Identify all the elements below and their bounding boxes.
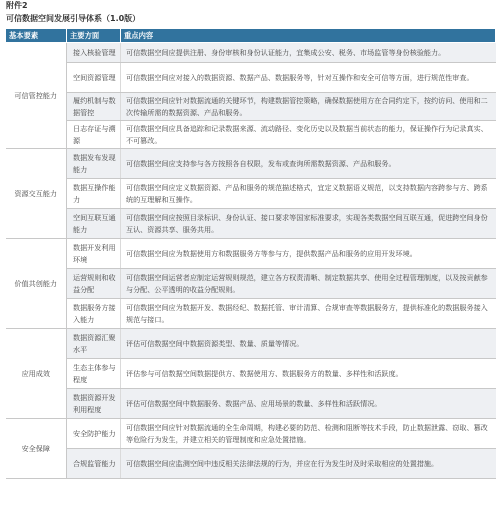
table-row [6, 209, 496, 239]
table-row [6, 449, 496, 479]
category-cell: 资源交互能力 [6, 149, 67, 239]
aspect-cell: 数据发布发现能力 [67, 149, 121, 179]
table-row [6, 149, 496, 179]
aspect-cell: 接入核验管理 [67, 43, 121, 63]
content-cell: 可信数据空间应为数据使用方和数据服务方等参与方，提供数据产品和服务的应用开发环境。 [121, 239, 496, 269]
table-row [6, 329, 496, 359]
aspect-cell: 生态主体参与程度 [67, 359, 121, 389]
aspect-cell: 安全防护能力 [67, 419, 121, 449]
content-cell: 可信数据空间应针对数据流通的全生命周期，构建必要的防范、检测和阻断等技术手段，防止数据泄露、窃取、篡改等危险行为发生，并建立相关的管理制度和应急处置措施。 [121, 419, 496, 449]
table-row [6, 269, 496, 299]
table-row [6, 389, 496, 419]
category-cell: 价值共创能力 [6, 239, 67, 329]
table-row [6, 299, 496, 329]
content-cell: 评估可信数据空间中数据资源类型、数量、质量等情况。 [121, 329, 496, 359]
aspect-cell: 合规监管能力 [67, 449, 121, 479]
aspect-cell: 数据资源汇聚水平 [67, 329, 121, 359]
content-cell: 可信数据空间应针对数据流通的关键环节，构建数据管控策略，确保数据使用方在合同约定下，按约访问、使用和二次传输所需的数据资源、产品和服务。 [121, 93, 496, 121]
aspect-cell: 数据互操作能力 [67, 179, 121, 209]
category-cell: 可信管控能力 [6, 43, 67, 149]
aspect-cell: 数据开发利用环境 [67, 239, 121, 269]
content-cell: 可信数据空间运营者应制定运营规则规范，建立各方权责清晰、制定数据共享、使用全过程管理制度，以及按贡献参与分配、公平透明的收益分配规则。 [121, 269, 496, 299]
table-row [6, 239, 496, 269]
table-header-row [6, 29, 496, 43]
table-row [6, 419, 496, 449]
table-row [6, 359, 496, 389]
category-cell: 应用成效 [6, 329, 67, 419]
content-cell: 可信数据空间应定义数据资源、产品和服务的规范描述格式，宜定义数据语义规范，以支持数据内容跨参与方、跨系统的互理解和互操作。 [121, 179, 496, 209]
aspect-cell: 空间资源管理 [67, 63, 121, 93]
aspect-cell: 日志存证与溯源 [67, 121, 121, 149]
content-cell: 可信数据空间应监测空间中违反相关法律法规的行为，并应在行为发生时及时采取相应的处置措施。 [121, 449, 496, 479]
content-cell: 可信数据空间应提供注册、身份审核和身份认证能力，宜集成公安、税务、市场监管等身份核验能力。 [121, 43, 496, 63]
aspect-cell: 履约机制与数据管控 [67, 93, 121, 121]
table-row [6, 43, 496, 63]
aspect-cell: 空间互联互通能力 [67, 209, 121, 239]
document-title: 可信数据空间发展引导体系（1.0版） [6, 14, 141, 23]
header-basic-element: 基本要素 [6, 29, 67, 43]
aspect-cell: 数据服务方接入能力 [67, 299, 121, 329]
table-row [6, 93, 496, 121]
content-cell: 可信数据空间应支持参与各方按照各自权限，发布或查询所需数据资源、产品和服务。 [121, 149, 496, 179]
content-cell: 可信数据空间应按照目录标识、身份认证、接口要求等国家标准要求，实现各类数据空间互联互通，促进跨空间身份互认、资源共享、服务共用。 [121, 209, 496, 239]
category-cell: 安全保障 [6, 419, 67, 479]
content-cell: 可信数据空间应对接入的数据资源、数据产品、数据服务等，针对互操作和安全可信等方面，进行规范性审查。 [121, 63, 496, 93]
content-cell: 评估参与可信数据空间数据提供方、数据使用方、数据服务方的数量、多样性和活跃度。 [121, 359, 496, 389]
aspect-cell: 数据资源开发利用程度 [67, 389, 121, 419]
annex-label: 附件2 [6, 1, 28, 10]
content-cell: 可信数据空间应具备追踪和记录数据来源、流动路径、变化历史以及数据当前状态的能力，保证操作行为记录真实、不可篡改。 [121, 121, 496, 149]
table-row [6, 179, 496, 209]
guideline-table [5, 28, 496, 479]
header-key-content: 重点内容 [121, 29, 496, 43]
content-cell: 评估可信数据空间中数据服务、数据产品、应用场景的数量、多样性和活跃情况。 [121, 389, 496, 419]
header-main-aspect: 主要方面 [67, 29, 121, 43]
aspect-cell: 运营规则和收益分配 [67, 269, 121, 299]
table-row [6, 121, 496, 149]
table-row [6, 63, 496, 93]
content-cell: 可信数据空间应为数据开发、数据经纪、数据托管、审计清算、合规审查等数据服务方，提供标准化的数据服务接入规范与接口。 [121, 299, 496, 329]
